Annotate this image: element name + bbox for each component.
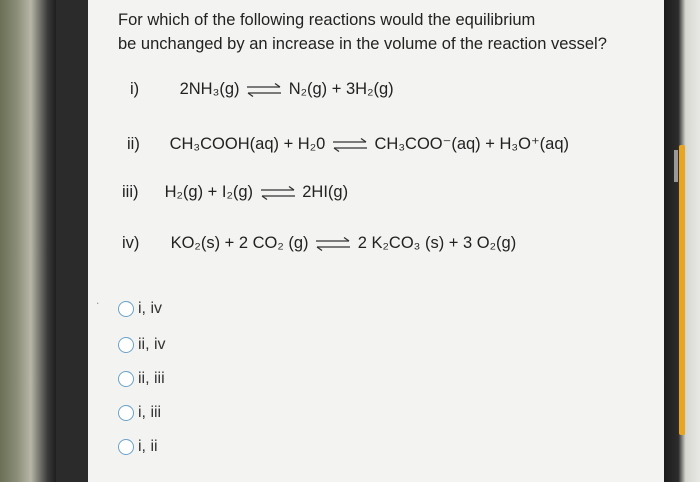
- radio-button[interactable]: [118, 337, 134, 353]
- reaction-lhs: H₂(g) + I₂(g): [164, 183, 254, 201]
- radio-button[interactable]: [118, 371, 134, 387]
- option-label: i, iv: [138, 300, 162, 317]
- option-i-iv[interactable]: [118, 295, 238, 323]
- reaction-number: ii): [127, 135, 140, 153]
- reaction-rhs: 2HI(g): [302, 183, 349, 201]
- reaction-number: i): [130, 80, 140, 98]
- reaction-rhs: CH₃COO⁻(aq) + H₃O⁺(aq): [374, 135, 569, 153]
- option-label: ii, iii: [138, 370, 165, 387]
- equilibrium-arrow-icon: [260, 186, 296, 200]
- equilibrium-arrow-icon: [315, 237, 351, 251]
- radio-button[interactable]: [118, 301, 134, 317]
- reaction-2: [127, 134, 569, 154]
- radio-button[interactable]: [118, 439, 134, 455]
- reaction-lhs: CH₃COOH(aq) + H₂0: [169, 135, 326, 153]
- question-line-2: be unchanged by an increase in the volume of the reaction vessel?: [118, 35, 607, 53]
- equilibrium-arrow-icon: [246, 83, 282, 97]
- question-line-1: For which of the following reactions would the equilibrium: [118, 11, 536, 29]
- option-label: i, iii: [138, 404, 162, 421]
- option-ii-iv[interactable]: [118, 331, 238, 359]
- option-i-ii[interactable]: [118, 433, 238, 461]
- option-label: ii, iv: [138, 336, 166, 353]
- question-text: [118, 8, 658, 56]
- background-left: [0, 0, 56, 482]
- option-i-iii[interactable]: [118, 399, 238, 427]
- option-ii-iii[interactable]: [118, 365, 238, 393]
- scroll-indicator: [674, 150, 678, 182]
- radio-button[interactable]: [118, 405, 134, 421]
- reaction-1: [130, 80, 394, 99]
- reaction-rhs: N₂(g) + 3H₂(g): [288, 80, 394, 98]
- reaction-4: [122, 234, 516, 253]
- reaction-number: iv): [122, 234, 140, 252]
- accent-bar: [679, 145, 685, 435]
- option-label: i, ii: [138, 438, 158, 455]
- equilibrium-arrow-icon: [332, 138, 368, 152]
- reaction-number: iii): [122, 183, 139, 201]
- bullet-marker: .: [96, 293, 100, 307]
- reaction-rhs: 2 K₂CO₃ (s) + 3 O₂(g): [357, 234, 517, 252]
- reaction-3: [122, 183, 348, 202]
- reaction-lhs: 2NH₃(g): [179, 80, 240, 98]
- reaction-lhs: KO₂(s) + 2 CO₂ (g): [170, 234, 309, 252]
